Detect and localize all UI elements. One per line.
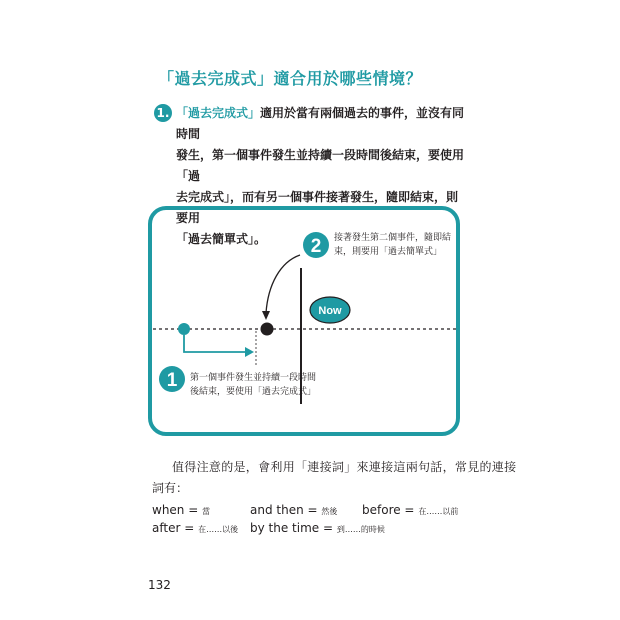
- point-line2: 發生，第一個事件發生並持續一段時間後結束，要使用「過: [176, 148, 465, 183]
- duration-arrowhead: [245, 347, 254, 357]
- now-badge-label: Now: [318, 305, 342, 317]
- point-number-badge: 1.: [154, 104, 172, 122]
- page-number: 132: [148, 578, 171, 592]
- point-line1: 適用於當有兩個過去的事件，並沒有同時間: [176, 106, 465, 141]
- note-line2: 詞有：: [152, 481, 189, 495]
- duration-arrow: [184, 335, 246, 352]
- conjunction-when: when = 當: [152, 503, 211, 517]
- note-line1: 值得注意的是，會利用「連接詞」來連接這兩句話，常見的連接: [172, 460, 517, 474]
- page-heading: 「過去完成式」適合用於哪些情境？: [158, 69, 423, 88]
- point-line4: 「過去簡單式」。: [176, 232, 267, 246]
- step1-caption: 第一個事件發生並持續一段時間後結束，要使用「過去完成式」: [190, 373, 317, 397]
- step2-caption: 接著發生第二個事件，隨即結束，則要用「過去簡單式」: [334, 233, 452, 257]
- curved-arrowhead: [262, 311, 270, 320]
- curved-arrow: [266, 255, 300, 313]
- point-line3: 去完成式」，而有另一個事件接著發生，隨即結束，則要用: [176, 190, 459, 225]
- conjunction-after: after = 在……以後: [152, 521, 239, 535]
- conjunction-before: before = 在……以前: [362, 503, 459, 517]
- conjunction-by-the-time: by the time = 到……的時候: [250, 521, 385, 535]
- event2-dot: [261, 323, 274, 336]
- step1-number: 1: [166, 370, 178, 391]
- point-lead: 「過去完成式」: [176, 106, 261, 120]
- conjunction-and-then: and then = 然後: [250, 503, 338, 517]
- event1-dot: [178, 323, 190, 335]
- step2-number: 2: [310, 236, 322, 257]
